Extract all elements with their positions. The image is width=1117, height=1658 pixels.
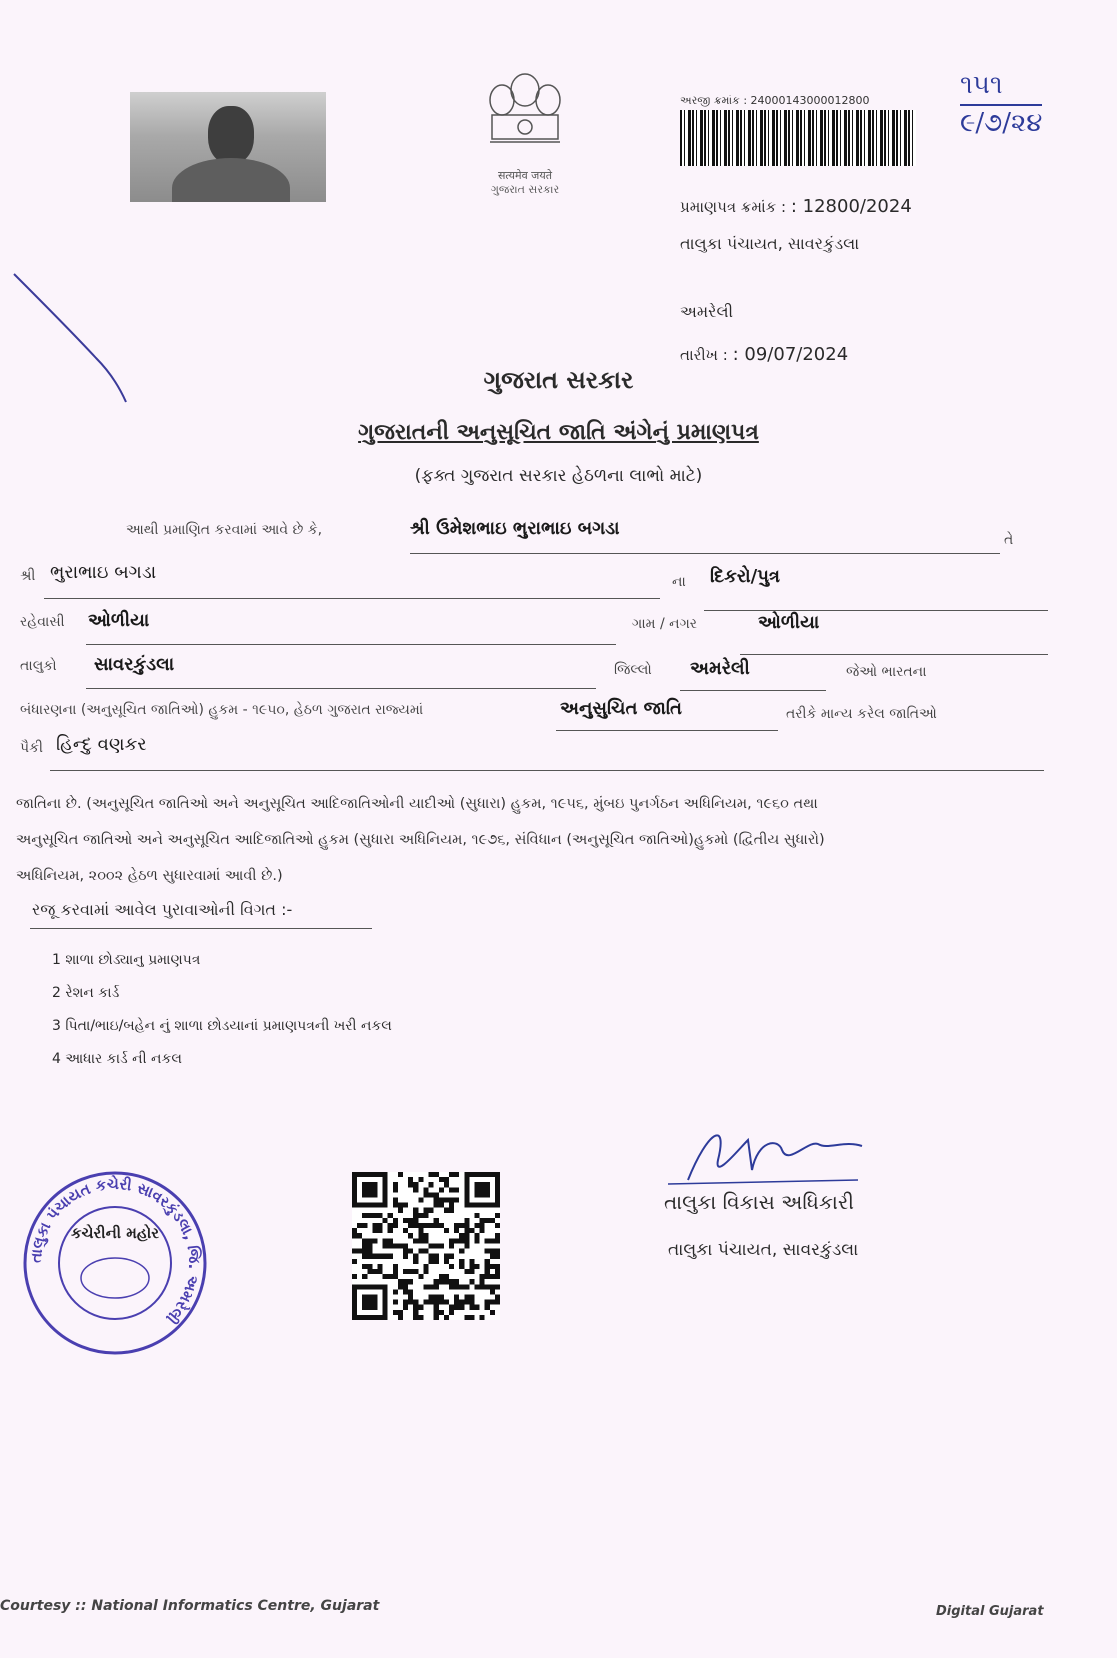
name-underline	[410, 553, 1000, 554]
issuing-district: અમરેલી	[680, 302, 734, 321]
caste-value: હિન્દુ વણકર	[56, 734, 147, 755]
applicant-photo	[130, 92, 326, 202]
district-label: જિલ્લો	[614, 662, 652, 678]
certificate-title-wrap	[0, 420, 1117, 445]
evidence-heading-underline	[30, 928, 372, 929]
date-label: તારીખ :	[680, 346, 728, 364]
legal-line-1: જાતિના છે. (અનુસૂચિત જાતિઓ અને અનુસૂચિત આદિજાતિઓની યાદીઓ (સુધારા) હુકમ, ૧૯૫૬, મુંબઇ પુનર્ગઠન અધિનિયમ, ૧૯૬૦ તથા	[16, 796, 818, 812]
caste-underline	[50, 770, 1044, 771]
seal-center-text: કચેરીની મહોર	[70, 1224, 160, 1242]
father-underline	[44, 598, 660, 599]
evidence-item: 1 શાળા છોડ્યાનુ પ્રમાણપત્ર	[52, 952, 201, 968]
category-underline	[556, 730, 778, 731]
taluka-label: તાલુકો	[20, 658, 57, 674]
na-label: ના	[672, 574, 686, 590]
digital-gujarat-brand: Digital Gujarat	[936, 1604, 1044, 1619]
evidence-list	[52, 944, 392, 1076]
emblem-motto: सत्यमेव जयते	[497, 169, 552, 182]
legal-line-2: અનુસૂચિત જાતિઓ અને અનુસૂચિત આદિજાતિઓ હુકમ (સુધારા અધિનિયમ, ૧૯૭૬, સંવિધાન (અનુસૂચિત જાતિઓ)હુકમો (દ્વિતીય સુધારો)	[16, 832, 825, 848]
constitution-text: બંધારણના (અનુસૂચિત જાતિઓ) હુકમ - ૧૯૫૦, હેઠળ ગુજરાત રાજ્યમાં	[20, 702, 424, 718]
issuing-office: તાલુકા પંચાયત, સાવરકુંડલા	[680, 234, 860, 253]
taluka-underline	[86, 688, 596, 689]
certificate-number: : 12800/2024	[790, 196, 912, 217]
certificate-number-label: પ્રમાણપત્ર ક્રમાંક :	[680, 198, 787, 216]
signatory-office: તાલુકા પંચાયત, સાવરકુંડલા	[668, 1240, 859, 1260]
seal-ring-text: તાલુકા પંચાયત કચેરી સાવરકુંડલા, જિ. અમરેલી	[26, 1174, 204, 1328]
qr-code	[352, 1172, 500, 1320]
office-seal-icon	[20, 1168, 210, 1358]
handwritten-margin-note: ૧૫૧ ૯/૭/૨૪	[960, 70, 1043, 138]
resident-label: રહેવાસી	[20, 614, 65, 630]
issue-date: : 09/07/2024	[732, 344, 849, 365]
certificate-number-row	[680, 196, 912, 217]
recognized-text: તરીકે માન્ય કરેલ જાતિઓ	[786, 706, 937, 722]
district-value: અમરેલી	[690, 658, 750, 679]
relation-underline	[704, 610, 1048, 611]
emblem-caption: ગુજરાત સરકાર	[490, 183, 560, 196]
certificate-subtitle: (ફક્ત ગુજરાત સરકાર હેઠળના લાભો માટે)	[414, 466, 703, 486]
applicant-name: શ્રી ઉમેશભાઇ ભુરાભાઇ બગડા	[410, 518, 620, 539]
paiki-label: પૈકી	[20, 740, 43, 756]
resident-value: ઓળીયા	[88, 610, 150, 631]
certify-prefix: આથી પ્રમાણિત કરવામાં આવે છે કે,	[126, 522, 323, 538]
courtesy-text: Courtesy :: National Informatics Centre, Gujarat	[0, 1598, 380, 1614]
barcode	[680, 110, 916, 166]
village-value: ઓળીયા	[758, 612, 820, 633]
village-label: ગામ / નગર	[632, 616, 698, 632]
caste-category: અનુસુચિત જાતિ	[560, 698, 682, 719]
issue-date-row	[680, 344, 848, 365]
government-heading: ગુજરાત સરકાર	[483, 366, 634, 394]
evidence-item: 2 રેશન કાર્ડ	[52, 985, 120, 1001]
application-number: અરજી ક્રમાંક : 24000143000012800	[680, 94, 870, 107]
village-underline	[740, 654, 1048, 655]
signatory-designation: તાલુકા વિકાસ અધિકારી	[664, 1190, 854, 1214]
relation: દિકરો/પુત્ર	[710, 566, 780, 587]
taluka-value: સાવરકુંડલા	[94, 654, 175, 675]
signature	[648, 1110, 878, 1200]
resident-underline	[86, 644, 616, 645]
legal-line-3: અધિનિયમ, ૨૦૦૨ હેઠળ સુધારવામાં આવી છે.)	[16, 868, 283, 884]
legal-paragraph	[16, 786, 1076, 894]
evidence-heading: રજૂ કરવામાં આવેલ પુરાવાઓની વિગત :-	[32, 900, 293, 919]
shri-label: શ્રી	[20, 568, 36, 584]
evidence-item: 3 પિતા/ભાઇ/બહેન નું શાળા છોડયાનાં પ્રમાણપત્રની ખરી નકલ	[52, 1018, 392, 1034]
te-label: તે	[1004, 532, 1014, 548]
evidence-item: 4 આધાર કાર્ડ ની નકલ	[52, 1051, 182, 1067]
district-underline	[680, 690, 826, 691]
bharat-label: જેઓ ભારતના	[846, 664, 927, 680]
father-name: ભુરાભાઇ બગડા	[50, 562, 157, 583]
certificate-title: ગુજરાતની અનુસૂચિત જાતિ અંગેનું પ્રમાણપત્ર	[358, 420, 759, 445]
